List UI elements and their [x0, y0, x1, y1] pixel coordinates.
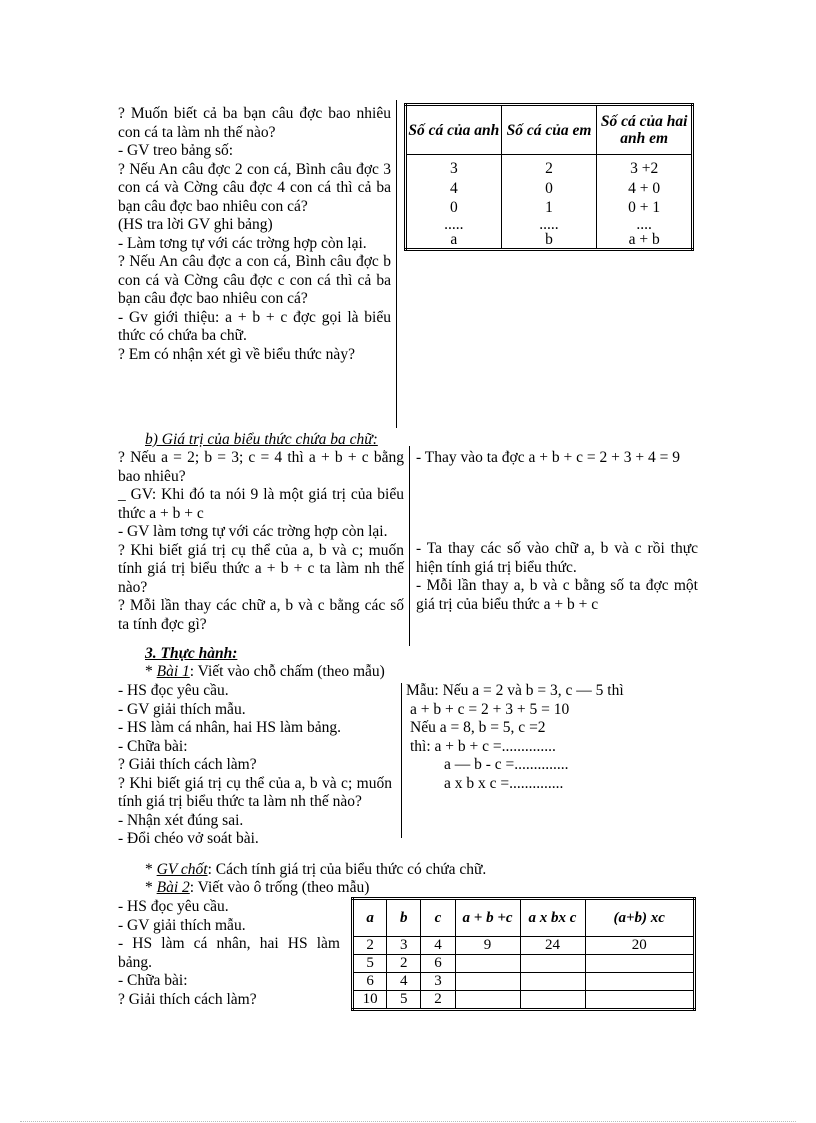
table-header: b [387, 899, 421, 937]
paragraph: ? Em có nhận xét gì về biểu thức này? [118, 345, 355, 363]
table-cell[interactable] [455, 955, 520, 973]
table-cell: 0 + 1 [597, 198, 693, 218]
table-cell: 2 [501, 155, 597, 179]
table-header: a [353, 899, 387, 937]
example-line: a x b x c =.............. [444, 774, 564, 792]
table-header: Số cá của em [501, 105, 597, 155]
table-cell: 3 [387, 937, 421, 955]
left-column-bai2 [118, 898, 340, 1009]
table-row [353, 937, 695, 955]
table-cell: ..... [501, 218, 597, 232]
paragraph: - GV treo bảng số: [118, 142, 234, 159]
table-row [406, 218, 693, 232]
table-cell: 5 [353, 955, 387, 973]
paragraph: ? Nếu An câu đợc a con cá, Bình câu đợc b con cá và Cờng câu đợc c con cá thì cả ba bạn câu đợc bao nhiêu con cá? [118, 253, 391, 307]
table-cell: 1 [501, 198, 597, 218]
table-row [353, 973, 695, 991]
table-cell: 4 + 0 [597, 179, 693, 199]
table-cell: a [406, 232, 502, 250]
left-column-top [118, 105, 391, 364]
table-header: a + b +c [455, 899, 520, 937]
right-column-bai1 [406, 682, 706, 793]
paragraph: - Đổi chéo vở soát bài. [118, 830, 259, 847]
left-column-mid [118, 449, 404, 634]
paragraph: - HS đọc yêu cầu. [118, 898, 229, 915]
right-column-mid-1 [416, 449, 698, 468]
example-line: a + b + c = 2 + 3 + 5 = 10 [410, 700, 570, 718]
table-row [406, 198, 693, 218]
table-row [353, 991, 695, 1010]
bai-2-heading: * Bài 2: Viết vào ô trống (theo mẫu) [145, 879, 370, 896]
table-header: a x bx c [520, 899, 585, 937]
table-cell: a + b [597, 232, 693, 250]
table-cell: 3 [421, 973, 455, 991]
gv-chot-line: * GV chốt: Cách tính giá trị của biểu thức có chứa chữ. [145, 861, 487, 878]
paragraph: ? Khi biết giá trị cụ thể của a, b và c; muốn tính giá trị biểu thức a + b + c ta làm nh thế nào? [118, 541, 404, 596]
expression-values-table [351, 897, 696, 1011]
table-cell: 5 [387, 991, 421, 1010]
right-column-mid-2 [416, 540, 698, 614]
table-cell: 4 [421, 937, 455, 955]
table-cell: b [501, 232, 597, 250]
table-cell: 2 [353, 937, 387, 955]
table-cell: 4 [387, 973, 421, 991]
table-cell: 6 [421, 955, 455, 973]
paragraph: - HS làm cá nhân, hai HS làm bảng. [118, 719, 341, 736]
paragraph: - GV làm tơng tự với các trờng hợp còn lại. [118, 523, 388, 540]
column-divider [396, 100, 397, 428]
paragraph: (HS tra lời GV ghi bảng) [118, 216, 273, 233]
table-cell: 10 [353, 991, 387, 1010]
table-header: Số cá của anh [406, 105, 502, 155]
table-header: Số cá của hai anh em [597, 105, 693, 155]
table-cell[interactable] [520, 991, 585, 1010]
table-cell: 4 [406, 179, 502, 199]
table-cell[interactable] [585, 973, 695, 991]
table-cell: 0 [501, 179, 597, 199]
paragraph: ? Giải thích cách làm? [118, 756, 257, 773]
page-bottom-divider [20, 1121, 796, 1122]
paragraph: - GV giải thích mẫu. [118, 916, 246, 934]
table-row [353, 955, 695, 973]
section-b-title: b) Giá trị của biểu thức chứa ba chữ: [145, 431, 378, 448]
table-row [406, 155, 693, 179]
paragraph: - Mỗi lần thay a, b và c bằng số ta đợc một giá trị của biểu thức a + b + c [416, 577, 698, 613]
left-column-bai1 [118, 682, 392, 849]
paragraph: - Gv giới thiệu: a + b + c đợc gọi là biểu thức có chứa ba chữ. [118, 308, 391, 344]
example-line: a — b - c =.............. [444, 756, 569, 773]
table-cell: 3 +2 [597, 155, 693, 179]
paragraph: ? Nếu An câu đợc 2 con cá, Bình câu đợc 3 con cá và Cờng câu đợc 4 con cá thì cả ba bạn câu đợc bao nhiêu con cá? [118, 160, 391, 215]
paragraph: - Chữa bài: [118, 737, 188, 755]
table-cell: 24 [520, 937, 585, 955]
table-cell[interactable] [585, 955, 695, 973]
table-cell: .... [597, 218, 693, 232]
paragraph: - HS làm cá nhân, hai HS làm bảng. [118, 935, 340, 971]
table-cell[interactable] [455, 973, 520, 991]
table-header: (a+b) xc [585, 899, 695, 937]
table-cell: 9 [455, 937, 520, 955]
table-cell[interactable] [455, 991, 520, 1010]
table-row [406, 232, 693, 250]
table-cell: 20 [585, 937, 695, 955]
paragraph: ? Mỗi lần thay các chữ a, b và c bằng các số ta tính đợc gì? [118, 597, 404, 633]
paragraph: - Chữa bài: [118, 972, 188, 989]
paragraph: _ GV: Khi đó ta nói 9 là một giá trị của biểu thức a + b + c [118, 486, 404, 522]
section-3-title: 3. Thực hành: [145, 645, 238, 662]
example-line: Mẫu: Nếu a = 2 và b = 3, c — 5 thì [406, 682, 624, 699]
paragraph: ? Giải thích cách làm? [118, 990, 257, 1008]
paragraph: - Ta thay các số vào chữ a, b và c rồi thực hiện tính giá trị biểu thức. [416, 540, 698, 576]
table-cell: 2 [421, 991, 455, 1010]
table-cell: 0 [406, 198, 502, 218]
table-header: c [421, 899, 455, 937]
paragraph: - Làm tơng tự với các trờng hợp còn lại. [118, 234, 367, 252]
column-divider [409, 446, 410, 646]
fish-count-table [404, 103, 694, 251]
table-cell[interactable] [585, 991, 695, 1010]
table-row [406, 179, 693, 199]
table-header-row [406, 105, 693, 155]
table-cell: ..... [406, 218, 502, 232]
bai-1-heading: * Bài 1: Viết vào chỗ chấm (theo mẫu) [145, 663, 385, 680]
paragraph: ? Khi biết giá trị cụ thể của a, b và c; muốn tính giá trị biểu thức ta làm nh thế nào? [118, 774, 392, 810]
table-cell[interactable] [520, 955, 585, 973]
column-divider [401, 683, 402, 838]
table-cell: 3 [406, 155, 502, 179]
table-header-row [353, 899, 695, 937]
paragraph: - GV giải thích mẫu. [118, 700, 246, 718]
paragraph: - Thay vào ta đợc a + b + c = 2 + 3 + 4 = 9 [416, 449, 680, 466]
paragraph: - Nhận xét đúng sai. [118, 811, 244, 829]
table-cell: 2 [387, 955, 421, 973]
example-line: Nếu a = 8, b = 5, c =2 [410, 719, 546, 736]
table-cell[interactable] [520, 973, 585, 991]
paragraph: ? Nếu a = 2; b = 3; c = 4 thì a + b + c bằng bao nhiêu? [118, 449, 404, 485]
example-line: thì: a + b + c =.............. [410, 737, 556, 755]
table-cell: 6 [353, 973, 387, 991]
paragraph: ? Muốn biết cả ba bạn câu đợc bao nhiêu con cá ta làm nh thế nào? [118, 105, 391, 141]
paragraph: - HS đọc yêu cầu. [118, 682, 229, 699]
